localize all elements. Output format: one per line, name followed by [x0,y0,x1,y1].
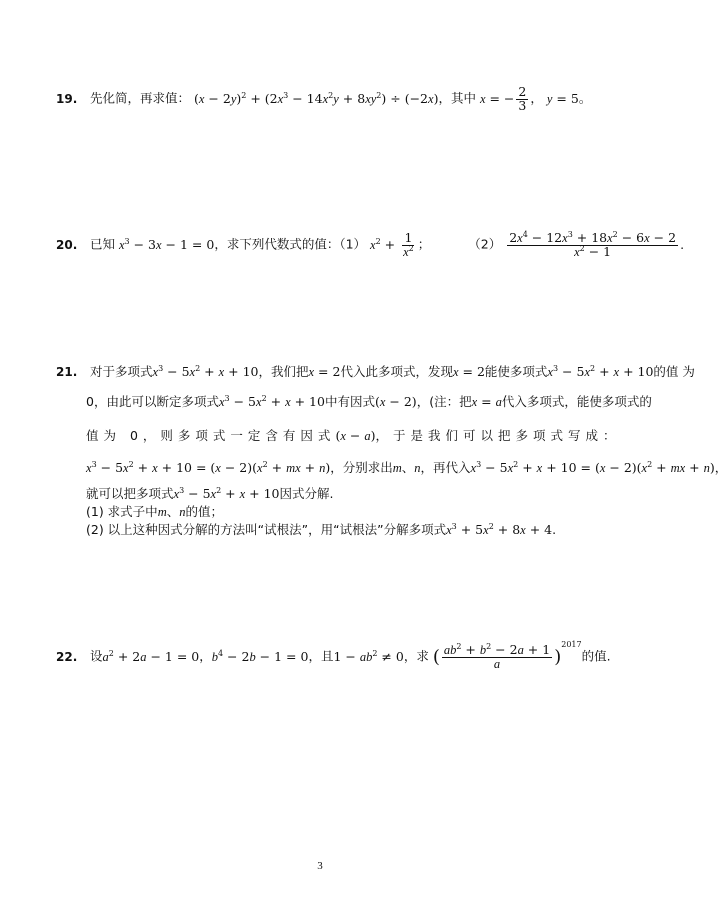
equation: $x^3 - 3x - 1 = 0$ [118,236,215,252]
question-20: 20. 已知 $x^3 - 3x - 1 = 0$，求下列代数式的值：（1） $x^2$ + $\frac{1}{x^2}$ ； （2） $\frac{2x^4 - 12x^3 + 18x^2 - 6x - 2}{x^2 - 1}$ . [56,230,685,259]
question-number: 21. [56,365,78,379]
question-21: 21. 对于多项式$x^3 - 5x^2 + x + 10$，我们把x = 2代入此多项式，发现x = 2能使多项式$x^3 - 5x^2 + x + 10$的值 为 [56,364,695,379]
part2-expression: $\frac{2x^4 - 12x^3 + 18x^2 - 6x - 2}{x^2 - 1}$ . [509,230,685,259]
q21-line-3: 值为 0，则多项式一定含有因式(x − a)，于是我们可以把多项式写成： [86,428,621,443]
question-19: 19. 先化简，再求值： $(x - 2y)^2 + (2x^3 - 14x^2y + 8xy^2) \div (-2x)$，其中 x = − $\frac{2}{3}$ ， y = 5。 [56,84,592,113]
condition: x = − $\frac{2}{3}$ [479,84,527,113]
page-number: 3 [317,860,323,872]
q21-line-5: 就可以把多项式$x^3 - 5x^2 + x + 10$因式分解. [86,486,334,501]
q21-subquestion-1: (1) 求式子中m、n的值； [86,504,223,519]
q21-line-2: 0，由此可以断定多项式$x^3 - 5x^2 + x + 10$中有因式(x − 2)，(注：把x = a代入多项式，能使多项式的 [86,394,652,409]
q21-line-4: $x^3 - 5x^2 + x + 10 = (x - 2)(x^2$ + mx + n)，分别求出m、n，再代入$x^3 - 5x^2 + x + 10 = (x - 2)(x^2$ + mx + n)， [86,460,727,475]
question-number: 19. [56,91,78,106]
q21-subquestion-2: (2) 以上这种因式分解的方法叫“试根法”，用“试根法”分解多项式$x^3 + 5x^2 + 8x + 4$. [86,522,557,537]
power-expression: ( $\frac{ab^2 + b^2 - 2a + 1}{a}$ )$^{2017}$ [432,639,582,671]
question-number: 22. [56,649,78,664]
expression: $(x - 2y)^2 + (2x^3 - 14x^2y + 8xy^2) \div (-2x)$ [193,90,439,106]
question-number: 20. [56,237,78,252]
question-22: 22. 设$a^2 + 2a - 1 = 0$，$b^4 - 2b - 1 = 0$，且$1 - ab^2 \ne 0$，求 ( $\frac{ab^2 + b^2 - 2a + 1}{a}$ )$^{2017}$的值. [56,639,611,671]
part1-expression: $x^2$ + $\frac{1}{x^2}$ [370,230,414,259]
